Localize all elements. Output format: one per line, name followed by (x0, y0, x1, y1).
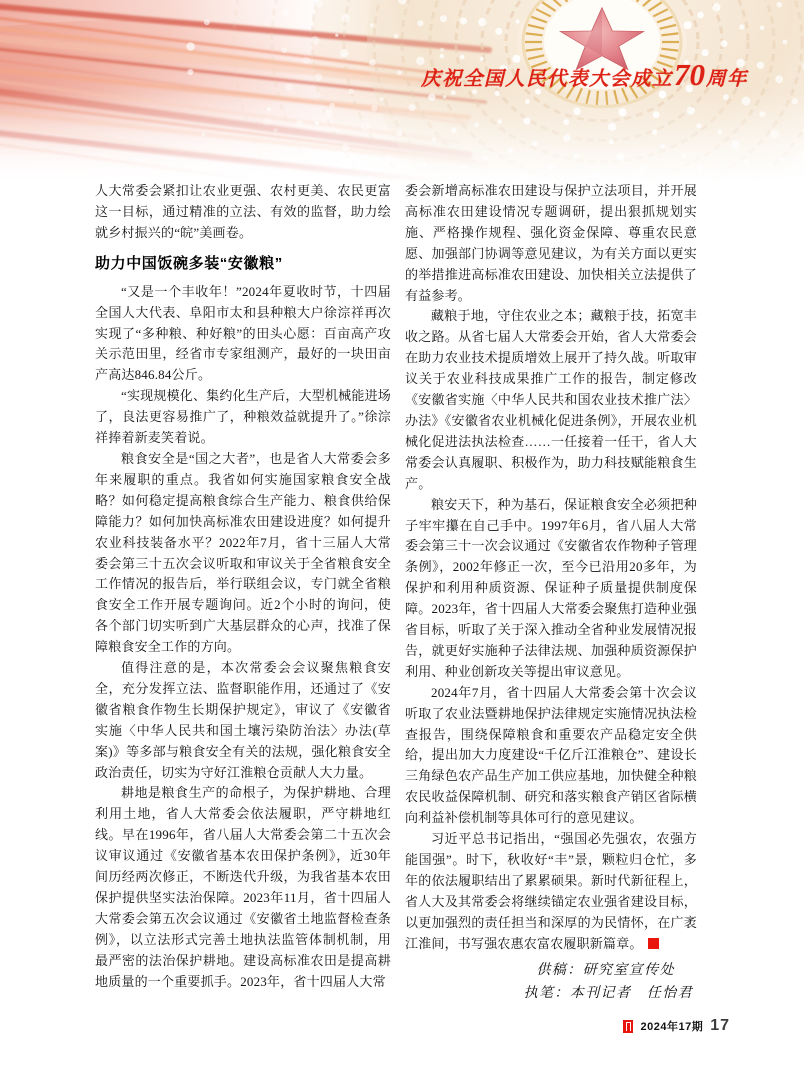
article-right-column (405, 181, 697, 1005)
body-paragraph: 粮食安全是“国之大者”，也是省人大常委会多年来履职的重点。我省如何实施国家粮食安全战略？如何稳定提高粮食综合生产能力、粮食供给保障能力？如何加快高标准农田建设进度？如何提升农业科技装备水平？2022年7月，省十三届人大常委会第三十五次会议听取和审议关于全省粮食安全工作情况的报告后，举行联组会议，专门就全省粮食安全工作开展专题询问。近2个小时的询问，使各个部门切实听到广大基层群众的心声，找准了保障粮食安全工作的方向。 (95, 450, 391, 655)
body-paragraph (405, 829, 697, 954)
anniversary-slogan (421, 57, 748, 93)
body-paragraph: 值得注意的是，本次常委会会议聚焦粮食安全，充分发挥立法、监督职能作用，还通过了《安徽省粮食作物生长期保护规定》，审议了《安徽省实施〈中华人民共和国土壤污染防治法〉办法(草案)》等多部与粮食安全有关的法规，强化粮食安全政治责任，切实为守好江淮粮仓贡献人大力量。 (95, 660, 391, 780)
paragraph-text: 习近平总书记指出，“强国必先强农，农强方能国强”。时下，秋收好“丰”景，颗粒归仓忙，多年的依法履职结出了累累硕果。新时代新征程上，省人大及其常委会将继续锚定农业强省建设目标，以更加强烈的责任担当和深厚的为民情怀，在广袤江淮间，书写强农惠农富农履职新篇章。 (405, 831, 697, 951)
journal-logo-icon (623, 1020, 633, 1033)
body-paragraph: “实现规模化、集约化生产后，大型机械能进场了，良法更容易推广了，种粮效益就提升了。”徐淙祥捧着新麦笑着说。 (95, 388, 391, 446)
body-paragraph: “又是一个丰收年！”2024年夏收时节，十四届全国人大代表、阜阳市太和县种粮大户徐淙祥再次实现了“多种粮、种好粮”的田头心愿：百亩高产攻关示范田里，经省市专家组测产，最好的一块田亩产高达846.84公斤。 (95, 283, 391, 383)
slogan-text: 庆祝全国人民代表大会成立 (420, 69, 673, 90)
body-paragraph-continued: 人大常委会紧扣让农业更强、农村更美、农民更富这一目标，通过精准的立法、有效的监督，助力绘就乡村振兴的“皖”美画卷。 (95, 183, 391, 240)
article-left-column (95, 181, 391, 993)
slogan-suffix: 周年 (705, 69, 748, 90)
section-heading: 助力中国饭碗多装“安徽粮” (95, 254, 283, 272)
end-mark-icon (648, 938, 659, 949)
slogan-number: 70 (673, 57, 705, 92)
page-folio (623, 1016, 730, 1036)
credit-writer: 执笔：本刊记者 任怡君 (523, 985, 693, 1001)
body-paragraph: 耕地是粮食生产的命根子，为保护耕地、合理利用土地，省人大常委会依法履职，严守耕地红线。早在1996年，省八届人大常委会第二十五次会议审议通过《安徽省基本农田保护条例》，近30年间历经两次修正，不断迭代升级，为我省基本农田保护提供坚实法治保障。2023年11月，省十四届人大常委会第五次会议通过《安徽省土地监督检查条例》，以立法形式完善土地执法监管体制机制，用最严密的法治保护耕地。建设高标准农田是提高耕地质量的一个重要抓手。2023年，省十四届人大常 (95, 785, 391, 989)
body-paragraph: 2024年7月，省十四届人大常委会第十次会议听取了农业法暨耕地保护法律规定实施情况执法检查报告，围绕保障粮食和重要农产品稳定安全供给，提出加大力度建设“千亿斤江淮粮仓”、建设长三角绿色农产品生产加工供应基地，加快健全种粮农民收益保障机制、研究和落实粮食产销区省际横向利益补偿机制等具体可行的意见建议。 (405, 684, 697, 826)
issue-label: 2024年17期 (640, 1021, 704, 1033)
credit-supply: 供稿：研究室宣传处 (536, 962, 675, 978)
body-paragraph: 粮安天下，种为基石，保证粮食安全必须把种子牢牢攥在自己手中。1997年6月，省八届人大常委会第三十一次会议通过《安徽省农作物种子管理条例》，2002年修正一次，至今已沿用20多年，为保护和利用种质资源、保证种子质量提供制度保障。2023年，省十四届人大常委会聚焦打造种业强省目标，听取了关于深入推动全省种业发展情况报告，就更好实施种子法律法规、加强种质资源保护利用、种业创新攻关等提出审议意见。 (405, 496, 697, 679)
body-paragraph-continued: 委会新增高标准农田建设与保护立法项目，并开展高标准农田建设情况专题调研，提出狠抓规划实施、严格操作规程、强化资金保障、尊重农民意愿、加强部门协调等意见建议，为有关方面以更实的举措推进高标准农田建设、加快相关立法提供了有益参考。 (405, 183, 697, 303)
page-number: 17 (710, 1017, 730, 1034)
body-paragraph: 藏粮于地，守住农业之本；藏粮于技，拓宽丰收之路。从省七届人大常委会开始，省人大常委会在助力农业技术提质增效上展开了持久战。听取审议关于农业科技成果推广工作的报告，制定修改《安徽省实施〈中华人民共和国农业技术推广法〉办法》《安徽省农业机械化促进条例》，开展农业机械化促进法执法检查……一任接着一任干，省人大常委会认真履职、积极作为，助力科技赋能粮食生产。 (405, 308, 697, 491)
article-credits (405, 959, 697, 1005)
